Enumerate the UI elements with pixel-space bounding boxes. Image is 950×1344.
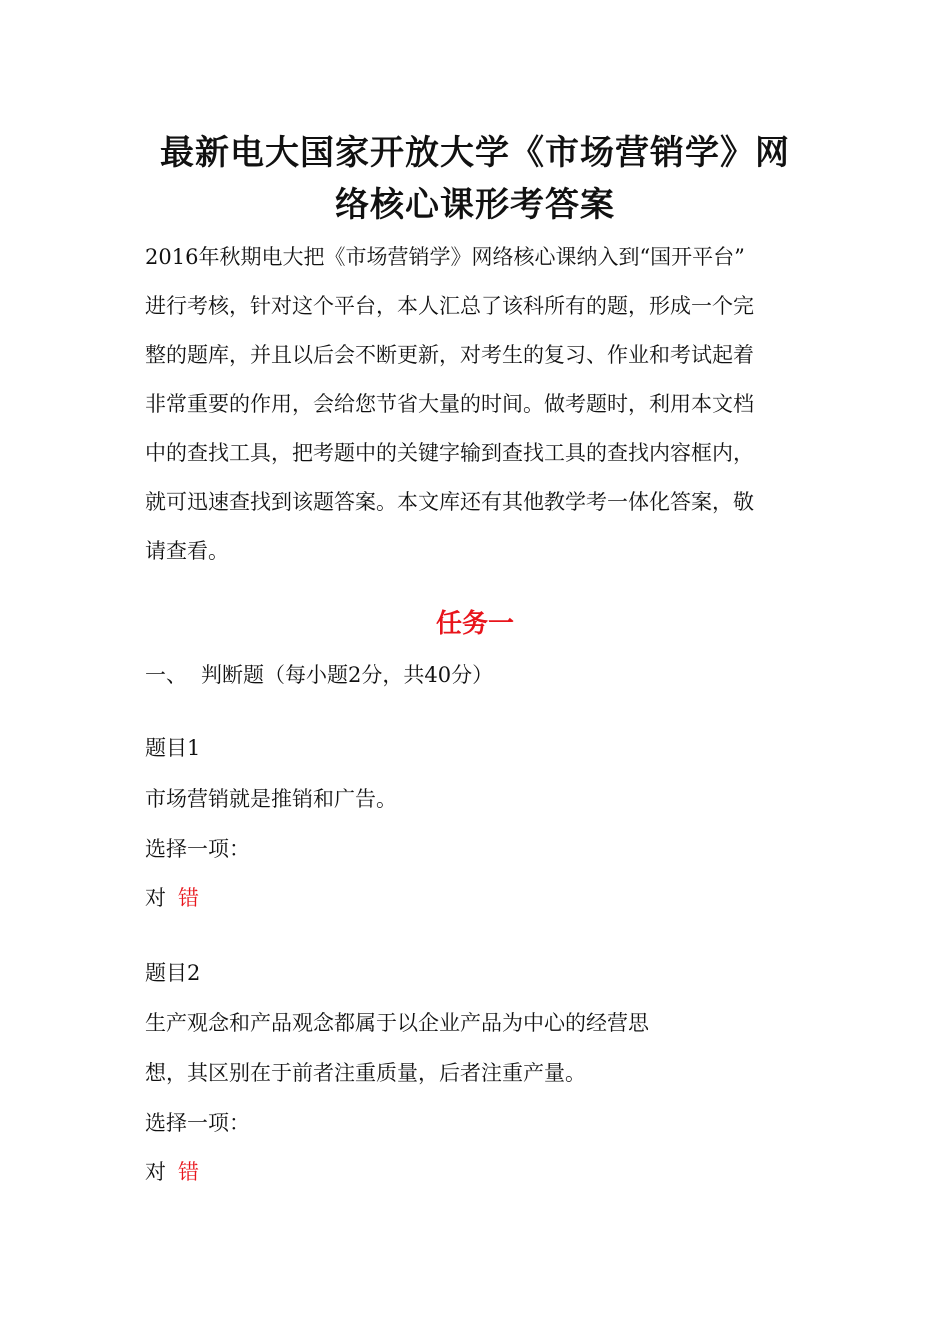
section-number: 一、 bbox=[145, 663, 187, 687]
intro-line: 2016年秋期电大把《市场营销学》网络核心课纳入到“国开平台” bbox=[145, 245, 745, 269]
intro-paragraph bbox=[145, 233, 810, 576]
document-title-line-2: 络核心课形考答案 bbox=[335, 185, 615, 225]
intro-line: 就可迅速查找到该题答案。本文库还有其他教学考一体化答案，敬 bbox=[145, 490, 754, 514]
answer-options bbox=[145, 883, 199, 913]
intro-line: 整的题库，并且以后会不断更新，对考生的复习、作业和考试起着 bbox=[145, 343, 754, 367]
answer-options bbox=[145, 1157, 199, 1187]
intro-line: 请查看。 bbox=[145, 539, 229, 563]
question-prompt: 选择一项： bbox=[145, 837, 250, 861]
question-label: 题目2 bbox=[145, 961, 201, 985]
question-text: 想，其区别在于前者注重质量，后者注重产量。 bbox=[145, 1061, 586, 1085]
option-false-correct-answer[interactable]: 错 bbox=[178, 1160, 199, 1184]
question-label: 题目1 bbox=[145, 736, 201, 760]
task-heading: 任务一 bbox=[435, 609, 514, 639]
question-text: 生产观念和产品观念都属于以企业产品为中心的经营思 bbox=[145, 1011, 649, 1035]
question-text: 市场营销就是推销和广告。 bbox=[145, 787, 397, 811]
document-title-line-1: 最新电大国家开放大学《市场营销学》网 bbox=[160, 133, 790, 173]
intro-line: 非常重要的作用，会给您节省大量的时间。做考题时，利用本文档 bbox=[145, 392, 754, 416]
intro-line: 中的查找工具，把考题中的关键字输到查找工具的查找内容框内， bbox=[145, 441, 754, 465]
option-false-correct-answer[interactable]: 错 bbox=[178, 886, 199, 910]
section-label bbox=[145, 660, 493, 690]
section-title: 判断题（每小题2分，共40分） bbox=[201, 663, 494, 687]
option-true[interactable]: 对 bbox=[145, 1160, 166, 1184]
intro-line: 进行考核，针对这个平台，本人汇总了该科所有的题，形成一个完 bbox=[145, 294, 754, 318]
question-prompt: 选择一项： bbox=[145, 1111, 250, 1135]
option-true[interactable]: 对 bbox=[145, 886, 166, 910]
